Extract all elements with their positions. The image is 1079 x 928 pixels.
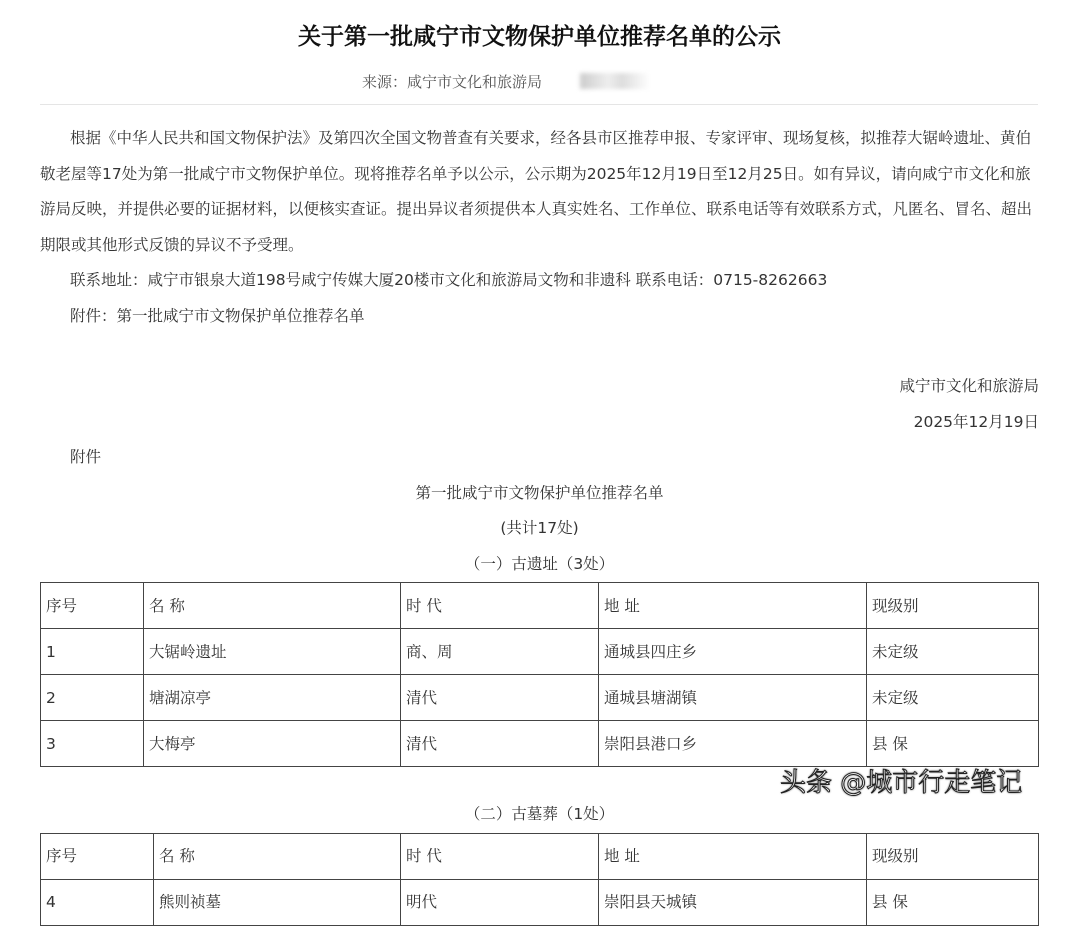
cell: 商、周	[401, 629, 599, 675]
cell: 清代	[401, 675, 599, 721]
contact-info: 联系地址：咸宁市银泉大道198号咸宁传媒大厦20楼市文化和旅游局文物和非遗科 联系电话：0715-8262663	[70, 271, 828, 289]
sites-table	[40, 582, 1039, 767]
signer: 咸宁市文化和旅游局	[899, 377, 1039, 395]
source-label: 来源：咸宁市文化和旅游局	[362, 73, 543, 91]
table-header-row	[41, 833, 1039, 879]
table-row	[41, 629, 1039, 675]
cell: 崇阳县港口乡	[599, 721, 867, 767]
table-row	[41, 721, 1039, 767]
cell: 明代	[401, 879, 599, 925]
cell: 大锯岭遗址	[144, 629, 401, 675]
header-cell: 现级别	[867, 583, 1039, 629]
tombs-table	[40, 833, 1039, 926]
cell: 4	[41, 879, 154, 925]
cell: 县 保	[867, 721, 1039, 767]
issue-date: 2025年12月19日	[913, 412, 1039, 431]
section-heading: （二）古墓葬（1处）	[464, 805, 615, 823]
header-cell: 序号	[41, 583, 144, 629]
list-total: (共计17处)	[500, 519, 579, 537]
header-cell: 名 称	[144, 583, 401, 629]
cell: 县 保	[867, 879, 1039, 925]
table-header-row	[41, 583, 1039, 629]
header-cell: 地 址	[599, 833, 867, 879]
blurred-date	[580, 73, 650, 89]
cell: 大梅亭	[144, 721, 401, 767]
page-title: 关于第一批咸宁市文物保护单位推荐名单的公示	[298, 24, 781, 50]
cell: 通城县四庄乡	[599, 629, 867, 675]
appendix-label: 附件	[70, 448, 102, 466]
cell: 通城县塘湖镇	[599, 675, 867, 721]
list-title: 第一批咸宁市文物保护单位推荐名单	[415, 483, 664, 502]
cell: 塘湖凉亭	[144, 675, 401, 721]
table-row	[41, 675, 1039, 721]
header-cell: 时 代	[401, 833, 599, 879]
watermark: 头条 @城市行走笔记	[780, 768, 1023, 798]
cell: 熊则祯墓	[154, 879, 401, 925]
header-cell: 时 代	[401, 583, 599, 629]
cell: 未定级	[867, 675, 1039, 721]
header-cell: 现级别	[867, 833, 1039, 879]
table-row	[41, 879, 1039, 925]
notice-body	[40, 121, 1039, 926]
cell: 3	[41, 721, 144, 767]
divider	[40, 104, 1038, 105]
attachment-link[interactable]: 附件：第一批咸宁市文物保护单位推荐名单	[70, 306, 365, 325]
cell: 清代	[401, 721, 599, 767]
header-cell: 序号	[41, 833, 154, 879]
section-heading: （一）古遗址（3处）	[464, 554, 615, 573]
header-cell: 地 址	[599, 583, 867, 629]
header-cell: 名 称	[154, 833, 401, 879]
notice-paragraph: 根据《中华人民共和国文物保护法》及第四次全国文物普查有关要求，经各县市区推荐申报、专家评审、现场复核，拟推荐大锯岭遗址、黄伯敬老屋等17处为第一批咸宁市文物保护单位。现将推荐名单予以公示，公示期为2025年12月19日至12月25日。如有异议，请向咸宁市文化和旅游局反映，并提供必要的证据材料，以便核实查证。提出异议者须提供本人真实姓名、工作单位、联系电话等有效联系方式，凡匿名、冒名、超出期限或其他形式反馈的异议不予受理。	[40, 129, 1033, 254]
cell: 2	[41, 675, 144, 721]
cell: 未定级	[867, 629, 1039, 675]
cell: 1	[41, 629, 144, 675]
cell: 崇阳县天城镇	[599, 879, 867, 925]
